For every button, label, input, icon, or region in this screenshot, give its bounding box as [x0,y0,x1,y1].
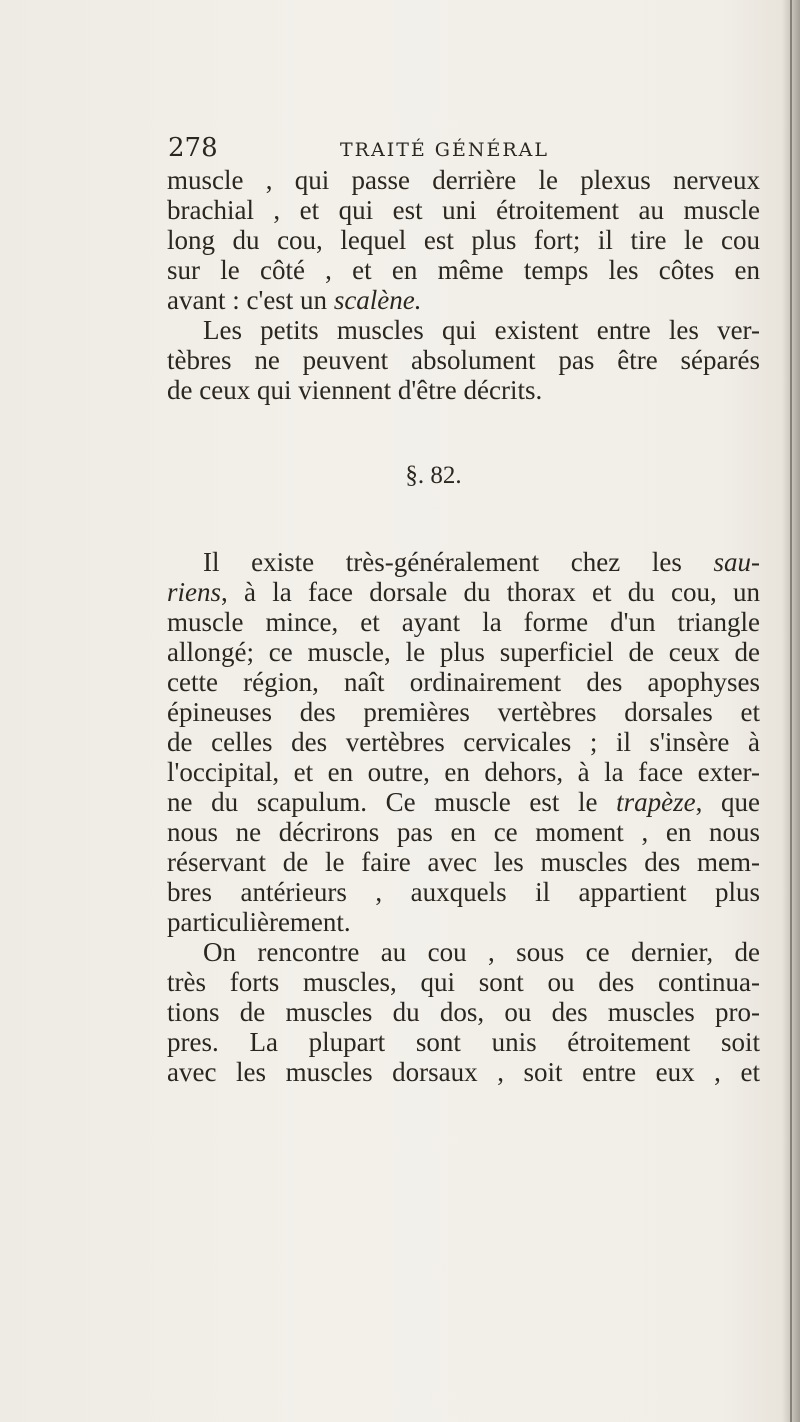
text-line: nous ne décrirons pas en ce moment , en nous [167,817,760,847]
text-line: muscle mince, et ayant la forme d'un triangle [167,607,760,637]
text-line: muscle , qui passe derrière le plexus nerveux [167,165,760,195]
section-heading: §. 82. [405,462,462,489]
text-line: tèbres ne peuvent absolument pas être séparés [167,345,760,375]
text-line: réservant de le faire avec les muscles des mem- [167,847,760,877]
text-line: pres. La plupart sont unis étroitement soit [167,1027,760,1057]
text-line: l'occipital, et en outre, en dehors, à la face exter- [167,757,760,787]
page-number: 278 [168,133,218,163]
text-line: Les petits muscles qui existent entre les ver- [203,315,760,345]
text-fragment: ne du scapulum. Ce muscle est le [167,787,617,817]
text-line [167,547,760,577]
page-header [168,133,768,163]
paragraph-2 [167,315,760,405]
body-text [167,165,760,1087]
text-line: tions de muscles du dos, ou des muscles pro- [167,997,760,1027]
text-fragment: Il existe très-généralement chez les [203,547,714,577]
running-title: TRAITÉ GÉNÉRAL [340,139,549,161]
text-fragment: avant : c'est un [167,285,334,315]
text-fragment: , que [695,787,760,817]
text-line: particulièrement. [167,907,351,937]
italic-term-sauriens-start: sau- [713,547,760,577]
text-line: épineuses des premières vertèbres dorsales et [167,697,760,727]
paragraph-3 [167,547,760,937]
text-line: long du cou, lequel est plus fort; il tire le cou [167,225,760,255]
text-line: de ceux qui viennent d'être décrits. [167,375,543,405]
italic-term-scalene: scalène. [333,285,422,315]
text-line: brachial , et qui est uni étroitement au muscle [167,195,760,225]
text-line: On rencontre au cou , sous ce dernier, de [203,937,760,967]
text-line: de celles des vertèbres cervicales ; il s'insère à [167,727,760,757]
text-line [167,577,760,607]
text-line: très forts muscles, qui sont ou des continua- [167,967,760,997]
text-line [167,285,760,315]
text-line: sur le côté , et en même temps les côtes en [167,255,760,285]
italic-term-trapeze: trapèze [616,787,696,817]
text-line: allongé; ce muscle, le plus superficiel de ceux de [167,637,760,667]
text-fragment: , à la face dorsale du thorax et du cou, un [221,577,760,607]
italic-term-sauriens-end: riens [167,577,221,607]
page-edge-line [790,0,792,1422]
text-line [167,787,760,817]
text-line: bres antérieurs , auxquels il appartient plus [167,877,760,907]
text-line: cette région, naît ordinairement des apophyses [167,667,760,697]
paragraph-4 [167,937,760,1087]
text-line: avec les muscles dorsaux , soit entre eux , et [167,1057,760,1087]
paragraph-1 [167,165,760,315]
